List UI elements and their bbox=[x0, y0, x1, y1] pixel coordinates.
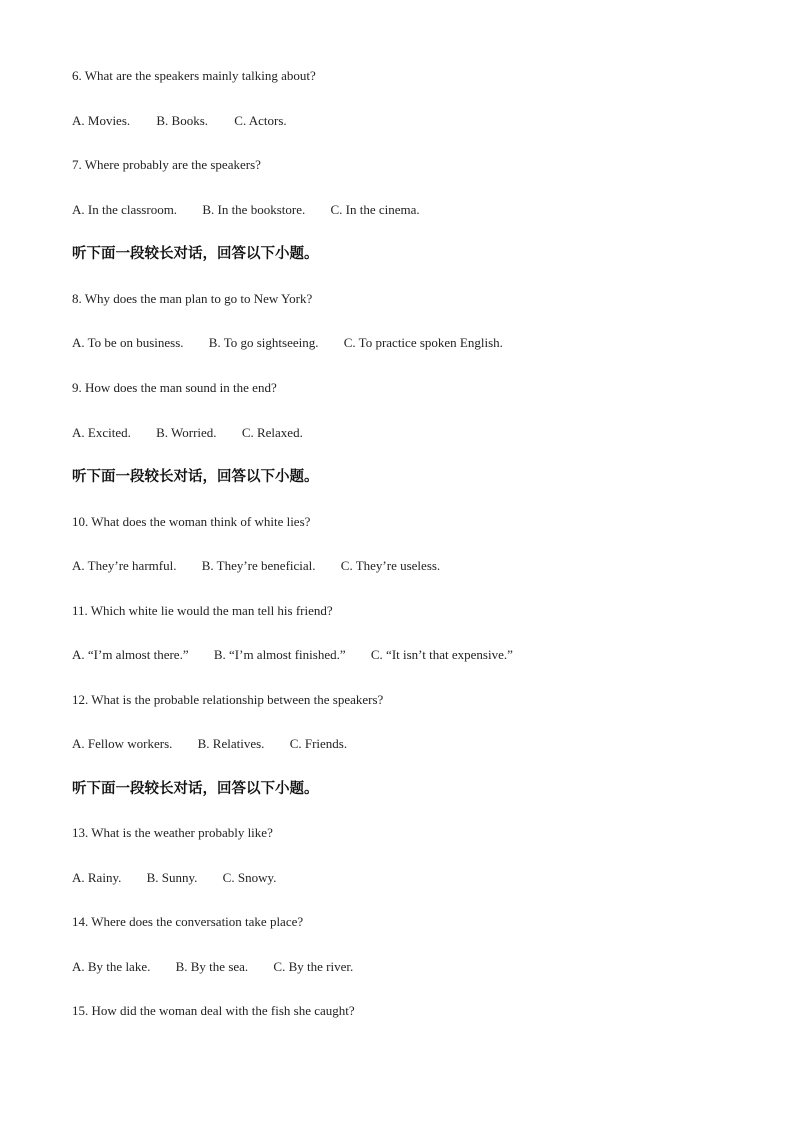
option-12-a: A. Fellow workers. bbox=[72, 736, 173, 751]
option-13-b: B. Sunny. bbox=[146, 870, 198, 885]
option-6-c: C. Actors. bbox=[234, 113, 287, 128]
option-10-b: B. They’re beneficial. bbox=[201, 558, 316, 573]
option-13-a: A. Rainy. bbox=[72, 870, 122, 885]
question-14: 14. Where does the conversation take place? bbox=[72, 914, 304, 929]
options-8 bbox=[72, 335, 503, 351]
options-6 bbox=[72, 113, 287, 129]
option-9-a: A. Excited. bbox=[72, 425, 131, 440]
question-15: 15. How did the woman deal with the fish she caught? bbox=[72, 1003, 355, 1018]
question-11: 11. Which white lie would the man tell his friend? bbox=[72, 603, 333, 618]
question-10: 10. What does the woman think of white lies? bbox=[72, 514, 311, 529]
option-14-c: C. By the river. bbox=[273, 959, 354, 974]
option-10-a: A. They’re harmful. bbox=[72, 558, 177, 573]
question-6: 6. What are the speakers mainly talking about? bbox=[72, 68, 316, 83]
question-9: 9. How does the man sound in the end? bbox=[72, 380, 277, 395]
option-6-b: B. Books. bbox=[156, 113, 209, 128]
option-11-a: A. “I’m almost there.” bbox=[72, 647, 189, 662]
option-14-a: A. By the lake. bbox=[72, 959, 151, 974]
option-11-b: B. “I’m almost finished.” bbox=[213, 647, 346, 662]
section-heading-2: 听下面一段较长对话，回答以下小题。 bbox=[72, 469, 319, 485]
options-12 bbox=[72, 736, 347, 752]
option-8-a: A. To be on business. bbox=[72, 335, 184, 350]
section-heading-1: 听下面一段较长对话，回答以下小题。 bbox=[72, 246, 319, 262]
options-9 bbox=[72, 425, 303, 441]
options-14 bbox=[72, 959, 353, 975]
option-8-b: B. To go sightseeing. bbox=[208, 335, 319, 350]
option-6-a: A. Movies. bbox=[72, 113, 131, 128]
question-13: 13. What is the weather probably like? bbox=[72, 825, 273, 840]
option-12-b: B. Relatives. bbox=[197, 736, 265, 751]
option-7-a: A. In the classroom. bbox=[72, 202, 178, 217]
question-12: 12. What is the probable relationship between the speakers? bbox=[72, 692, 384, 707]
options-13 bbox=[72, 870, 276, 886]
question-7: 7. Where probably are the speakers? bbox=[72, 157, 261, 172]
option-9-b: B. Worried. bbox=[156, 425, 217, 440]
option-10-c: C. They’re useless. bbox=[340, 558, 441, 573]
question-8: 8. Why does the man plan to go to New York? bbox=[72, 291, 313, 306]
option-7-b: B. In the bookstore. bbox=[202, 202, 306, 217]
option-12-c: C. Friends. bbox=[289, 736, 348, 751]
section-heading-3: 听下面一段较长对话，回答以下小题。 bbox=[72, 781, 319, 797]
option-7-c: C. In the cinema. bbox=[330, 202, 420, 217]
option-11-c: C. “It isn’t that expensive.” bbox=[370, 647, 513, 662]
option-8-c: C. To practice spoken English. bbox=[343, 335, 503, 350]
options-11 bbox=[72, 647, 513, 663]
option-13-c: C. Snowy. bbox=[222, 870, 277, 885]
options-7 bbox=[72, 202, 420, 218]
options-10 bbox=[72, 558, 440, 574]
option-14-b: B. By the sea. bbox=[175, 959, 249, 974]
option-9-c: C. Relaxed. bbox=[241, 425, 303, 440]
